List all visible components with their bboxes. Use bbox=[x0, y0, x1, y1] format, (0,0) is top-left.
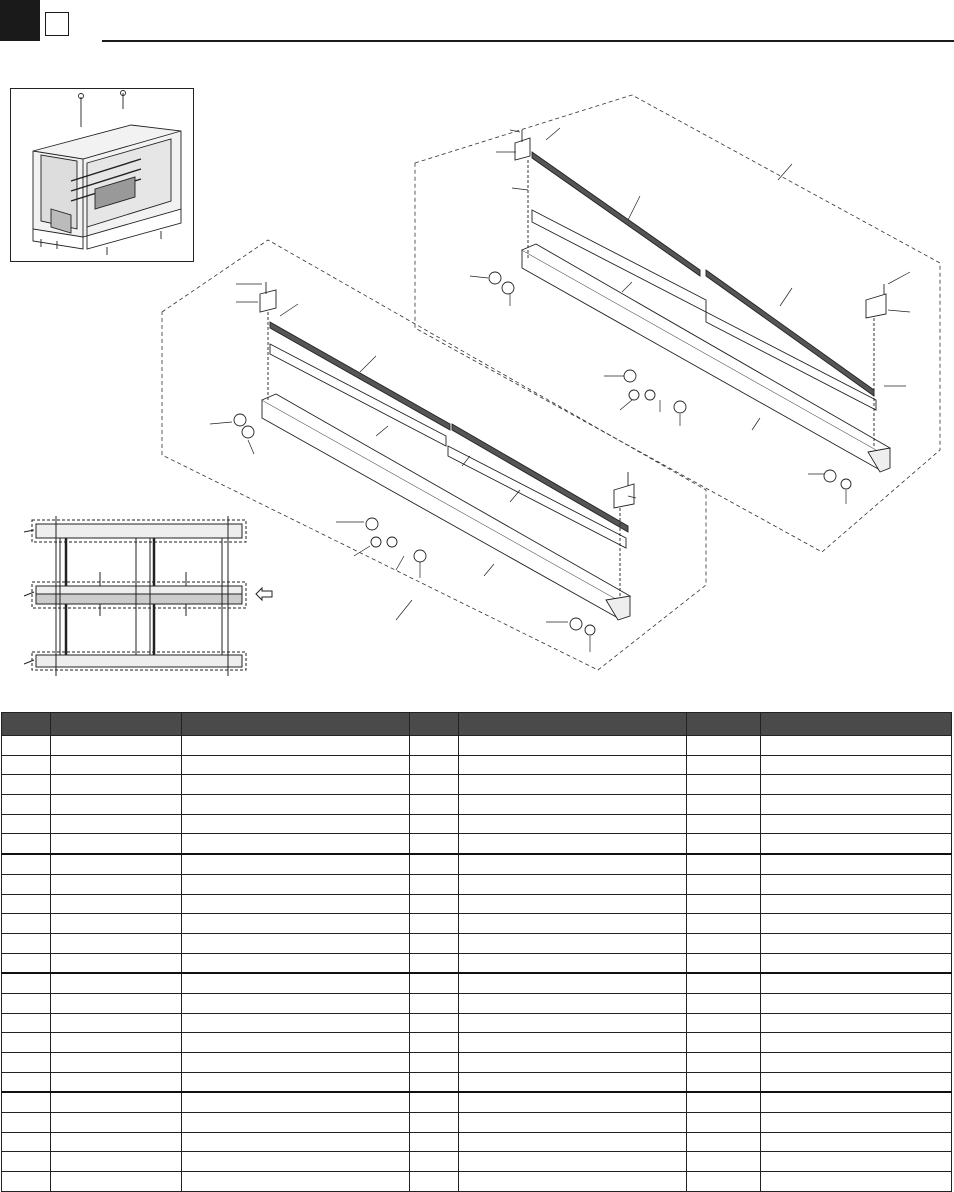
table-cell bbox=[761, 795, 952, 815]
table-cell bbox=[410, 795, 459, 815]
table-cell bbox=[2, 1053, 51, 1073]
column-header bbox=[51, 713, 182, 736]
table-cell bbox=[2, 1132, 51, 1152]
column-header bbox=[761, 713, 952, 736]
table-row bbox=[2, 1113, 952, 1133]
table-cell bbox=[2, 736, 51, 756]
table-cell bbox=[687, 814, 761, 834]
table-row bbox=[2, 973, 952, 993]
table-cell bbox=[687, 1172, 761, 1192]
column-header bbox=[687, 713, 761, 736]
table-cell bbox=[687, 775, 761, 795]
table-cell bbox=[459, 973, 687, 993]
table-row bbox=[2, 834, 952, 854]
table-cell bbox=[761, 1053, 952, 1073]
table-cell bbox=[761, 1113, 952, 1133]
table-cell bbox=[2, 993, 51, 1013]
table-row bbox=[2, 1053, 952, 1073]
table-row bbox=[2, 1172, 952, 1192]
column-header bbox=[410, 713, 459, 736]
table-cell bbox=[410, 1132, 459, 1152]
conveyor-layout-schematic bbox=[24, 516, 272, 676]
table-cell bbox=[459, 1013, 687, 1033]
table-cell bbox=[761, 1092, 952, 1112]
table-row bbox=[2, 795, 952, 815]
table-cell bbox=[459, 834, 687, 854]
table-cell bbox=[182, 1172, 410, 1192]
table-cell bbox=[182, 874, 410, 894]
table-row bbox=[2, 854, 952, 874]
table-row bbox=[2, 1132, 952, 1152]
table-cell bbox=[761, 1152, 952, 1172]
table-cell bbox=[182, 834, 410, 854]
table-cell bbox=[51, 736, 182, 756]
table-cell bbox=[51, 1013, 182, 1033]
table-cell bbox=[459, 894, 687, 914]
table-row bbox=[2, 1013, 952, 1033]
table-cell bbox=[761, 993, 952, 1013]
table-cell bbox=[687, 894, 761, 914]
table-cell bbox=[51, 933, 182, 953]
table-cell bbox=[51, 854, 182, 874]
table-cell bbox=[410, 874, 459, 894]
table-cell bbox=[459, 914, 687, 934]
table-cell bbox=[51, 1033, 182, 1053]
table-cell bbox=[459, 854, 687, 874]
table-cell bbox=[687, 854, 761, 874]
table-cell bbox=[2, 1152, 51, 1172]
table-cell bbox=[410, 1013, 459, 1033]
table-cell bbox=[51, 973, 182, 993]
table-cell bbox=[761, 1013, 952, 1033]
table-row bbox=[2, 993, 952, 1013]
table-cell bbox=[410, 993, 459, 1013]
table-cell bbox=[687, 1053, 761, 1073]
table-cell bbox=[182, 1152, 410, 1172]
table-cell bbox=[687, 834, 761, 854]
table-cell bbox=[51, 1092, 182, 1112]
table-cell bbox=[410, 775, 459, 795]
table-cell bbox=[182, 736, 410, 756]
table-cell bbox=[2, 1072, 51, 1092]
table-cell bbox=[182, 1113, 410, 1133]
table-cell bbox=[2, 1113, 51, 1133]
table-cell bbox=[761, 914, 952, 934]
table-cell bbox=[182, 933, 410, 953]
table-cell bbox=[51, 914, 182, 934]
table-row bbox=[2, 1092, 952, 1112]
table-cell bbox=[410, 1172, 459, 1192]
table-cell bbox=[2, 1092, 51, 1112]
table-cell bbox=[2, 973, 51, 993]
table-cell bbox=[2, 775, 51, 795]
table-cell bbox=[51, 894, 182, 914]
table-row bbox=[2, 933, 952, 953]
table-cell bbox=[459, 1113, 687, 1133]
table-cell bbox=[459, 993, 687, 1013]
table-cell bbox=[459, 933, 687, 953]
table-cell bbox=[51, 993, 182, 1013]
table-cell bbox=[2, 1033, 51, 1053]
table-cell bbox=[459, 953, 687, 973]
parts-table-body bbox=[2, 736, 952, 1192]
table-cell bbox=[459, 1152, 687, 1172]
table-cell bbox=[182, 1033, 410, 1053]
table-cell bbox=[51, 755, 182, 775]
table-cell bbox=[182, 814, 410, 834]
table-row bbox=[2, 736, 952, 756]
table-row bbox=[2, 755, 952, 775]
table-cell bbox=[410, 914, 459, 934]
table-row bbox=[2, 814, 952, 834]
table-cell bbox=[410, 1113, 459, 1133]
table-cell bbox=[182, 1013, 410, 1033]
table-cell bbox=[182, 973, 410, 993]
table-cell bbox=[761, 1033, 952, 1053]
table-cell bbox=[410, 973, 459, 993]
table-cell bbox=[687, 1152, 761, 1172]
table-cell bbox=[2, 1013, 51, 1033]
table-cell bbox=[182, 1053, 410, 1073]
table-cell bbox=[410, 736, 459, 756]
column-header bbox=[459, 713, 687, 736]
table-cell bbox=[459, 1053, 687, 1073]
table-cell bbox=[2, 874, 51, 894]
table-row bbox=[2, 1072, 952, 1092]
table-cell bbox=[459, 1033, 687, 1053]
table-cell bbox=[51, 1152, 182, 1172]
table-cell bbox=[2, 933, 51, 953]
table-cell bbox=[182, 953, 410, 973]
table-cell bbox=[182, 1132, 410, 1152]
table-cell bbox=[687, 953, 761, 973]
table-cell bbox=[182, 1092, 410, 1112]
table-cell bbox=[687, 1092, 761, 1112]
table-cell bbox=[51, 1072, 182, 1092]
table-row bbox=[2, 1033, 952, 1053]
table-cell bbox=[182, 795, 410, 815]
table-cell bbox=[761, 736, 952, 756]
table-cell bbox=[51, 775, 182, 795]
table-cell bbox=[761, 973, 952, 993]
table-cell bbox=[410, 755, 459, 775]
table-cell bbox=[2, 914, 51, 934]
parts-list-table bbox=[1, 712, 952, 1192]
table-cell bbox=[687, 755, 761, 775]
table-cell bbox=[687, 993, 761, 1013]
table-row bbox=[2, 1152, 952, 1172]
table-cell bbox=[761, 874, 952, 894]
table-cell bbox=[761, 755, 952, 775]
table-cell bbox=[2, 854, 51, 874]
table-cell bbox=[410, 1092, 459, 1112]
table-cell bbox=[761, 1132, 952, 1152]
table-cell bbox=[459, 736, 687, 756]
table-cell bbox=[410, 1152, 459, 1172]
table-row bbox=[2, 894, 952, 914]
table-cell bbox=[410, 953, 459, 973]
table-cell bbox=[687, 914, 761, 934]
table-cell bbox=[182, 1072, 410, 1092]
table-cell bbox=[410, 854, 459, 874]
table-cell bbox=[2, 1172, 51, 1192]
table-row bbox=[2, 914, 952, 934]
table-cell bbox=[761, 1172, 952, 1192]
table-cell bbox=[761, 894, 952, 914]
table-cell bbox=[51, 814, 182, 834]
table-cell bbox=[687, 1132, 761, 1152]
table-cell bbox=[2, 795, 51, 815]
table-cell bbox=[459, 1172, 687, 1192]
table-cell bbox=[51, 953, 182, 973]
table-cell bbox=[687, 736, 761, 756]
table-cell bbox=[459, 775, 687, 795]
table-cell bbox=[687, 973, 761, 993]
table-cell bbox=[410, 1072, 459, 1092]
table-cell bbox=[459, 755, 687, 775]
table-cell bbox=[182, 775, 410, 795]
table-cell bbox=[410, 933, 459, 953]
table-cell bbox=[761, 933, 952, 953]
table-cell bbox=[459, 814, 687, 834]
table-cell bbox=[51, 795, 182, 815]
table-cell bbox=[761, 814, 952, 834]
table-cell bbox=[687, 933, 761, 953]
upper-rail-assembly bbox=[489, 130, 890, 489]
table-header-row bbox=[2, 713, 952, 736]
table-cell bbox=[2, 755, 51, 775]
table-cell bbox=[459, 1132, 687, 1152]
table-cell bbox=[761, 775, 952, 795]
table-cell bbox=[182, 914, 410, 934]
table-cell bbox=[410, 814, 459, 834]
table-cell bbox=[459, 795, 687, 815]
table-cell bbox=[761, 1072, 952, 1092]
table-cell bbox=[182, 755, 410, 775]
table-row bbox=[2, 874, 952, 894]
table-cell bbox=[51, 1172, 182, 1192]
table-cell bbox=[410, 1053, 459, 1073]
table-cell bbox=[410, 894, 459, 914]
column-header bbox=[182, 713, 410, 736]
table-cell bbox=[687, 1033, 761, 1053]
table-cell bbox=[2, 894, 51, 914]
table-cell bbox=[182, 993, 410, 1013]
table-cell bbox=[687, 1072, 761, 1092]
table-cell bbox=[182, 854, 410, 874]
table-cell bbox=[51, 874, 182, 894]
table-cell bbox=[182, 894, 410, 914]
table-row bbox=[2, 775, 952, 795]
table-cell bbox=[459, 1072, 687, 1092]
table-cell bbox=[459, 1092, 687, 1112]
table-cell bbox=[51, 1053, 182, 1073]
table-cell bbox=[687, 874, 761, 894]
table-cell bbox=[459, 874, 687, 894]
table-cell bbox=[2, 834, 51, 854]
table-cell bbox=[51, 1113, 182, 1133]
table-cell bbox=[761, 854, 952, 874]
column-header bbox=[2, 713, 51, 736]
table-cell bbox=[51, 834, 182, 854]
table-row bbox=[2, 953, 952, 973]
table-cell bbox=[2, 814, 51, 834]
upper-assembly-outline bbox=[415, 95, 940, 552]
table-cell bbox=[687, 1113, 761, 1133]
table-cell bbox=[761, 953, 952, 973]
table-cell bbox=[687, 795, 761, 815]
table-cell bbox=[761, 834, 952, 854]
table-cell bbox=[51, 1132, 182, 1152]
table-cell bbox=[410, 834, 459, 854]
table-cell bbox=[410, 1033, 459, 1053]
lower-rail-assembly bbox=[234, 282, 634, 635]
table-cell bbox=[2, 953, 51, 973]
table-cell bbox=[687, 1013, 761, 1033]
